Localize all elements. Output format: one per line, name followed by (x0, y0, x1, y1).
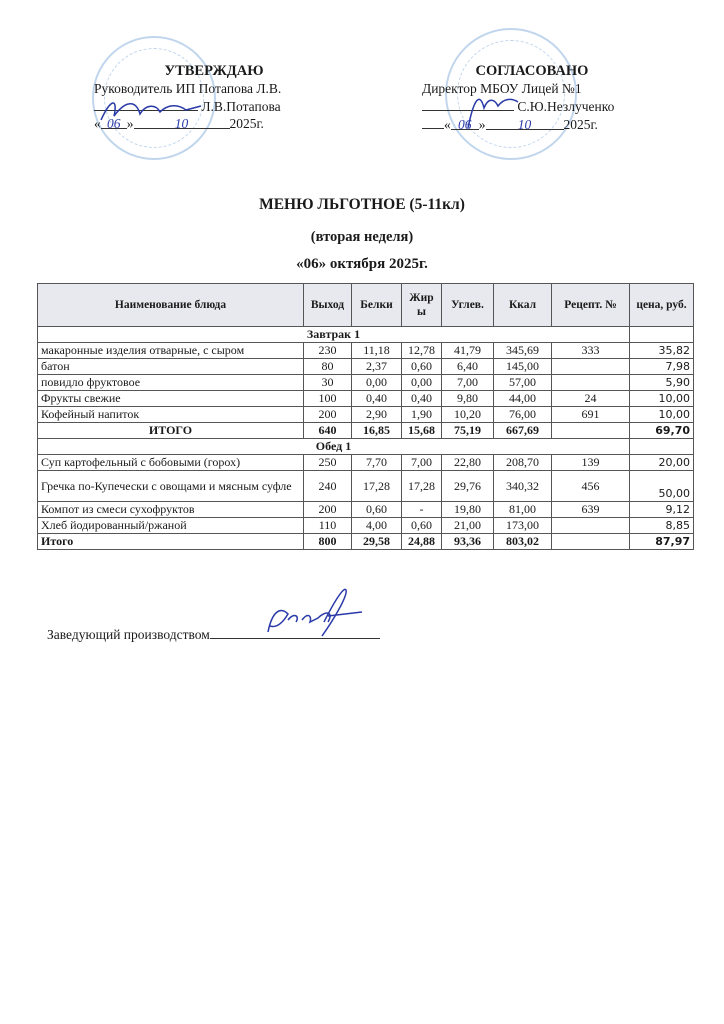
cell-price: 20,00 (630, 455, 694, 471)
dish-name: Кофейный напиток (38, 407, 304, 423)
cell-fat: 17,28 (402, 471, 442, 502)
cell-price: 7,98 (630, 359, 694, 375)
approval-date (422, 115, 642, 133)
section-empty-cell (630, 327, 694, 343)
table-row (38, 471, 694, 502)
dish-name: Суп картофельный с бобовыми (горох) (38, 455, 304, 471)
column-header: Рецепт. № (552, 284, 630, 327)
table-row (38, 455, 694, 471)
cell-kcal: 173,00 (494, 518, 552, 534)
total-label: ИТОГО (38, 423, 304, 439)
total-protein: 29,58 (352, 534, 402, 550)
column-header: Жир ы (402, 284, 442, 327)
table-row (38, 375, 694, 391)
cell-recipe (552, 359, 630, 375)
cell-fat: 0,60 (402, 359, 442, 375)
section-title: Завтрак 1 (38, 327, 630, 343)
approval-name: Л.В.Потапова (201, 99, 281, 114)
dish-name: макаронные изделия отварные, с сыром (38, 343, 304, 359)
approval-block-left (94, 63, 334, 132)
cell-recipe (552, 518, 630, 534)
approval-day: 06 (451, 116, 479, 130)
approval-date (94, 115, 334, 132)
approval-name: С.Ю.Незлученко (517, 99, 615, 114)
total-yield: 800 (304, 534, 352, 550)
cell-recipe: 24 (552, 391, 630, 407)
table-row (38, 391, 694, 407)
cell-protein: 4,00 (352, 518, 402, 534)
cell-carbs: 9,80 (442, 391, 494, 407)
total-label: Итого (38, 534, 304, 550)
signature-underline (422, 97, 514, 111)
dish-name: Хлеб йодированный/ржаной (38, 518, 304, 534)
total-carbs: 75,19 (442, 423, 494, 439)
cell-recipe: 691 (552, 407, 630, 423)
total-price: 87,97 (630, 534, 694, 550)
approval-title: СОГЛАСОВАНО (475, 63, 589, 79)
approval-signature-line (94, 97, 334, 115)
dish-name: Гречка по-Купечески с овощами и мясным суфле (38, 471, 304, 502)
cell-carbs: 6,40 (442, 359, 494, 375)
signature-underline (94, 97, 198, 111)
cell-carbs: 7,00 (442, 375, 494, 391)
approval-month: 10 (134, 115, 230, 129)
cell-yield: 100 (304, 391, 352, 407)
cell-carbs: 41,79 (442, 343, 494, 359)
dish-name: Компот из смеси сухофруктов (38, 502, 304, 518)
cell-fat: - (402, 502, 442, 518)
quote-open: « (94, 116, 101, 131)
section-row (38, 327, 694, 343)
approval-title: УТВЕРЖДАЮ (164, 63, 264, 79)
cell-yield: 80 (304, 359, 352, 375)
date-underline (422, 115, 444, 129)
total-kcal: 803,02 (494, 534, 552, 550)
cell-fat: 0,40 (402, 391, 442, 407)
total-row (38, 534, 694, 550)
approval-year: 2025г. (229, 116, 264, 131)
cell-kcal: 81,00 (494, 502, 552, 518)
quote-close: » (126, 116, 134, 131)
cell-yield: 200 (304, 407, 352, 423)
cell-fat: 0,60 (402, 518, 442, 534)
section-row (38, 439, 694, 455)
approval-signature-line (422, 97, 642, 115)
cell-yield: 30 (304, 375, 352, 391)
quote-close: » (478, 117, 486, 132)
cell-carbs: 19,80 (442, 502, 494, 518)
column-header: цена, руб. (630, 284, 694, 327)
table-row (38, 518, 694, 534)
cell-fat: 0,00 (402, 375, 442, 391)
total-recipe (552, 534, 630, 550)
cell-protein: 0,00 (352, 375, 402, 391)
column-header: Белки (352, 284, 402, 327)
approval-month: 10 (486, 116, 564, 130)
approval-position: Директор МБОУ Лицей №1 (422, 81, 582, 96)
cell-kcal: 57,00 (494, 375, 552, 391)
footer-label: Заведующий производством (47, 627, 210, 642)
approval-day: 06 (101, 115, 127, 129)
cell-protein: 2,90 (352, 407, 402, 423)
menu-table (37, 283, 694, 550)
cell-protein: 0,40 (352, 391, 402, 407)
total-price: 69,70 (630, 423, 694, 439)
cell-protein: 7,70 (352, 455, 402, 471)
cell-recipe (552, 375, 630, 391)
cell-recipe: 139 (552, 455, 630, 471)
total-kcal: 667,69 (494, 423, 552, 439)
page-date: «06» октября 2025г. (296, 256, 428, 272)
table-row (38, 407, 694, 423)
cell-fat: 12,78 (402, 343, 442, 359)
total-protein: 16,85 (352, 423, 402, 439)
cell-fat: 7,00 (402, 455, 442, 471)
cell-carbs: 21,00 (442, 518, 494, 534)
total-carbs: 93,36 (442, 534, 494, 550)
dish-name: Фрукты свежие (38, 391, 304, 407)
cell-carbs: 10,20 (442, 407, 494, 423)
table-header-row (38, 284, 694, 327)
cell-protein: 0,60 (352, 502, 402, 518)
approval-block-right (422, 63, 642, 133)
cell-kcal: 340,32 (494, 471, 552, 502)
cell-protein: 2,37 (352, 359, 402, 375)
section-title: Обед 1 (38, 439, 630, 455)
cell-recipe: 639 (552, 502, 630, 518)
quote-open: « (444, 117, 451, 132)
cell-yield: 110 (304, 518, 352, 534)
cell-price: 35,82 (630, 343, 694, 359)
dish-name: батон (38, 359, 304, 375)
table-row (38, 502, 694, 518)
cell-yield: 250 (304, 455, 352, 471)
cell-yield: 200 (304, 502, 352, 518)
column-header: Углев. (442, 284, 494, 327)
cell-yield: 240 (304, 471, 352, 502)
total-fat: 15,68 (402, 423, 442, 439)
total-yield: 640 (304, 423, 352, 439)
cell-price: 8,85 (630, 518, 694, 534)
cell-carbs: 29,76 (442, 471, 494, 502)
total-fat: 24,88 (402, 534, 442, 550)
footer-signature-line (47, 625, 380, 643)
cell-kcal: 76,00 (494, 407, 552, 423)
page-subtitle: (вторая неделя) (310, 229, 414, 245)
footer-underline (210, 625, 380, 639)
cell-price: 9,12 (630, 502, 694, 518)
cell-kcal: 44,00 (494, 391, 552, 407)
cell-kcal: 345,69 (494, 343, 552, 359)
cell-price: 10,00 (630, 391, 694, 407)
cell-recipe: 456 (552, 471, 630, 502)
cell-recipe: 333 (552, 343, 630, 359)
cell-price: 5,90 (630, 375, 694, 391)
cell-carbs: 22,80 (442, 455, 494, 471)
column-header: Ккал (494, 284, 552, 327)
total-recipe (552, 423, 630, 439)
section-empty-cell (630, 439, 694, 455)
approval-position: Руководитель ИП Потапова Л.В. (94, 81, 282, 96)
cell-yield: 230 (304, 343, 352, 359)
cell-kcal: 208,70 (494, 455, 552, 471)
total-row (38, 423, 694, 439)
table-row (38, 359, 694, 375)
table-body (38, 327, 694, 550)
cell-price: 10,00 (630, 407, 694, 423)
table-row (38, 343, 694, 359)
cell-protein: 17,28 (352, 471, 402, 502)
approval-year: 2025г. (563, 117, 598, 132)
cell-kcal: 145,00 (494, 359, 552, 375)
cell-fat: 1,90 (402, 407, 442, 423)
column-header: Наименование блюда (38, 284, 304, 327)
cell-price: 50,00 (630, 471, 694, 502)
page-title: МЕНЮ ЛЬГОТНОЕ (5-11кл) (259, 196, 465, 213)
dish-name: повидло фруктовое (38, 375, 304, 391)
column-header: Выход (304, 284, 352, 327)
cell-protein: 11,18 (352, 343, 402, 359)
